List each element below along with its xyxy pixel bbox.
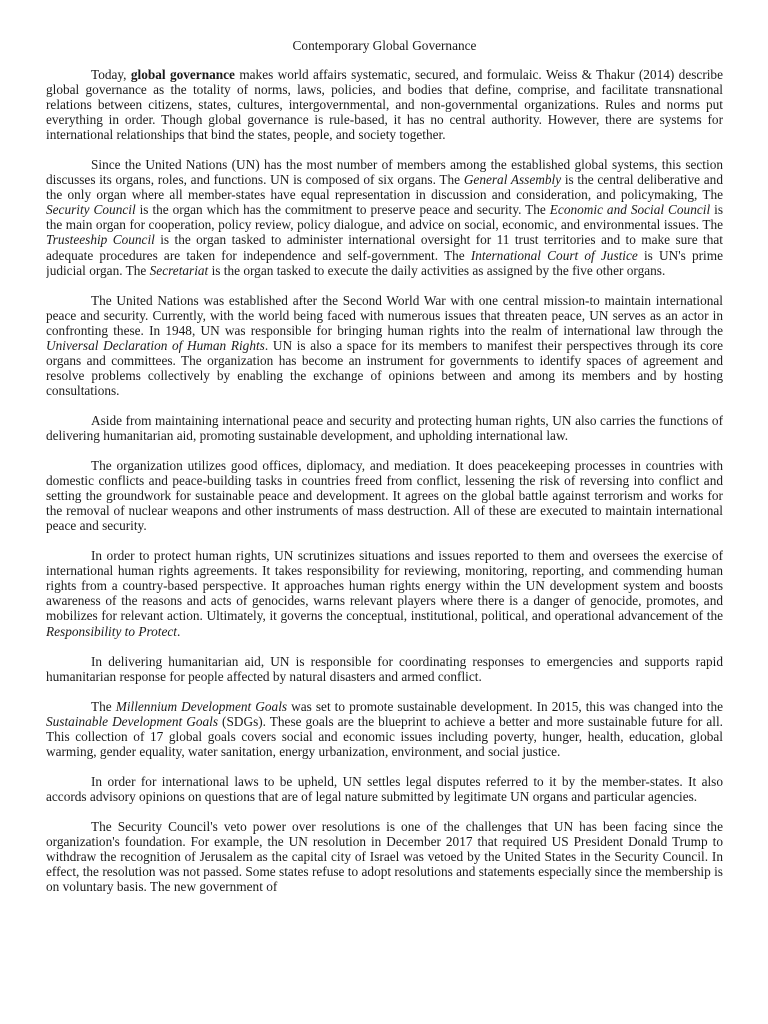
text-run: Since the United Nations (UN) has the most number of members among the established global systems, this section discusses its organs, roles, and functions. UN is composed of six organs. The (46, 157, 723, 188)
paragraph-humanitarian-aid: In delivering humanitarian aid, UN is responsible for coordinating responses to emergencies and supports rapid humanitarian response for people affected by natural disasters and armed conflict. (46, 653, 723, 684)
italic-term: International Court of Justice (470, 247, 638, 263)
italic-term: General Assembly (463, 172, 562, 188)
text-run: is UN's prime judicial organ. The (46, 247, 723, 278)
italic-term: Sustainable Development Goals (46, 713, 219, 729)
document-title: Contemporary Global Governance (292, 38, 477, 53)
text-run: is the central deliberative and the only organ where all member-states have equal representation in discussion and consideration, and policymaking, The (46, 172, 723, 203)
paragraph-international-law: In order for international laws to be upheld, UN settles legal disputes referred to it by the member-states. It also accords advisory opinions on questions that are of legal nature submitted by legitimate UN organs and particular agencies. (46, 773, 723, 804)
paragraph-un-organs (46, 157, 723, 277)
italic-term: Millennium Development Goals (115, 698, 288, 714)
text-run: was set to promote sustainable development. In 2015, this was changed into the (291, 698, 723, 714)
text-run: is the organ tasked to administer international oversight for 11 trust territories and to make sure that adequate procedures are taken for independence and self-government. The (46, 232, 723, 263)
text-run: The United Nations was established after the Second World War with one central mission-to maintain international peace and security. Currently, with the world being faced with numerous issues that threaten peace, UN serves as an actor in confronting these. In 1948, UN was responsible for bringing human rights into the realm of international law through the (46, 292, 723, 338)
paragraph-peacekeeping: The organization utilizes good offices, diplomacy, and mediation. It does peacekeeping processes in countries with domestic conflicts and peace-building tasks in countries freed from conflict, lessening the risk of reversing into conflict and setting the groundwork for sustainable peace and development. It agrees on the global battle against terrorism and works for the removal of nuclear weapons and other instruments of mass destruction. All of these are executed to maintain international peace and security. (46, 458, 723, 534)
text-run: is the main organ for cooperation, policy review, policy dialogue, and advice on social, economic, and environmental issues. The (46, 202, 723, 233)
text-run: Today, (91, 67, 127, 82)
paragraph-security-council-veto: The Security Council's veto power over resolutions is one of the challenges that UN has been facing since the organization's foundation. For example, the UN resolution in December 2017 that required US President Donald Trump to withdraw the recognition of Jerusalem as the capital city of Israel was vetoed by the United States in the Security Council. In effect, the resolution was not passed. Some states refuse to adopt resolutions and statements especially since the membership is on voluntary basis. The new government of (46, 818, 723, 895)
paragraph-global-governance (46, 67, 723, 142)
paragraph-human-rights (46, 548, 723, 638)
italic-term: Responsibility to Protect (46, 623, 177, 639)
italic-term: Universal Declaration of Human Rights (46, 337, 265, 353)
text-run: The (91, 698, 112, 714)
italic-term: Secretariat (149, 262, 209, 278)
paragraph-sustainable-development (46, 699, 723, 759)
text-run: . UN is also a space for its members to manifest their perspectives through its core organs and committees. The organization has become an instrument for governments to identify spaces of agreement and resolve problems collectively by enabling the exchange of opinions between and among its members and by hosting consultations. (46, 337, 723, 398)
text-run: is the organ tasked to execute the daily activities as assigned by the five other organs. (211, 262, 666, 278)
text-run: makes world affairs systematic, secured, and formulaic. Weiss & Thakur (2014) describe global governance as the totality of norms, laws, policies, and bodies that define, comprise, and facilitate transnational relations between citizens, states, cultures, intergovernmental, and non-governmental organizations. Rules and norms put everything in order. Though global governance is rule-based, it has no central authority. However, there are systems for international relationships that bind the states, people, and society together. (46, 67, 723, 143)
text-run: . (176, 623, 181, 639)
bold-term: global governance (130, 67, 235, 82)
text-run: (SDGs). These goals are the blueprint to achieve a better and more sustainable future for all. This collection of 17 global goals covers social and economic issues including poverty, hunger, health, education, global warming, gender equality, water sanitation, energy urbanization, environment, and social justice. (46, 713, 723, 759)
italic-term: Trusteeship Council (46, 232, 155, 248)
text-run: is the organ which has the commitment to preserve peace and security. The (139, 202, 546, 218)
italic-term: Economic and Social Council (549, 202, 711, 218)
paragraph-un-establishment (46, 293, 723, 398)
text-run: In order to protect human rights, UN scrutinizes situations and issues reported to them and oversees the exercise of international human rights agreements. It takes responsibility for reviewing, monitoring, reporting, and commending human rights from a country-based perspective. It approaches human rights energy within the UN development system and boosts awareness of the reasons and acts of genocides, warns relevant players where there is a danger of genocide, promotes, and mobilizes for relevant action. Ultimately, it governs the conceptual, institutional, political, and operational advancement of the (46, 548, 723, 624)
italic-term: Security Council (46, 202, 136, 218)
paragraph-un-functions: Aside from maintaining international peace and security and protecting human rights, UN also carries the functions of delivering humanitarian aid, promoting sustainable development, and upholding international law. (46, 412, 723, 443)
document-page (46, 38, 723, 1024)
